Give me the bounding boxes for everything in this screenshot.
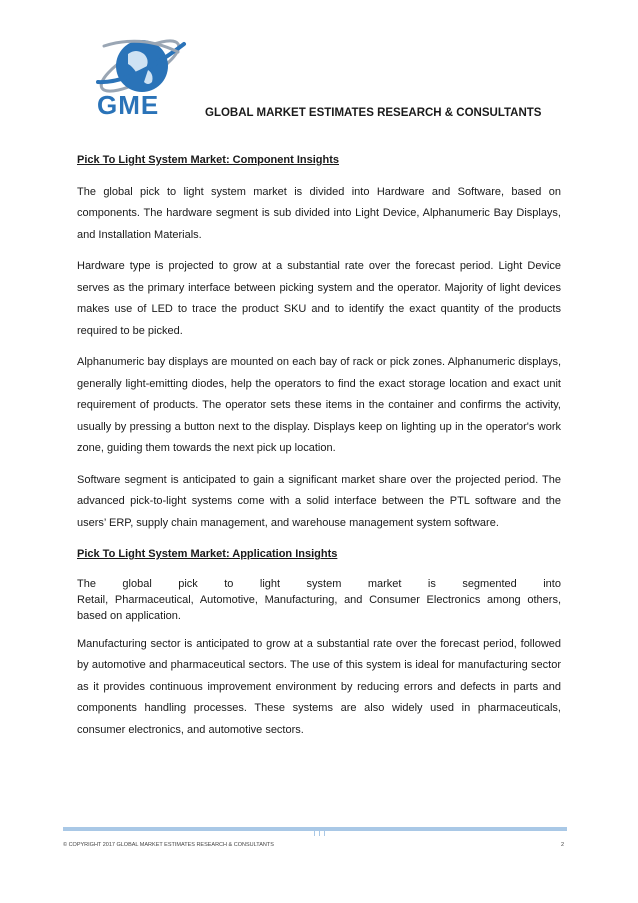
word: to [224, 577, 234, 590]
word: is [427, 577, 436, 590]
divider-tick [314, 831, 315, 836]
word: into [543, 577, 561, 590]
paragraph-first-line [77, 576, 561, 592]
footer-copyright: © COPYRIGHT 2017 GLOBAL MARKET ESTIMATES RESEARCH & CONSULTANTS [63, 842, 274, 848]
word: market [367, 577, 402, 590]
word: The [77, 577, 96, 590]
logo-text: GME [97, 90, 160, 120]
word: segmented [462, 577, 517, 590]
section-heading-component: Pick To Light System Market: Component Insights [77, 154, 339, 166]
paragraph: Software segment is anticipated to gain a significant market share over the projected period. The advanced pick-to-light systems come with a solid interface between the PTL software and the users’ ERP, supply chain management, and warehouse management system software. [77, 473, 561, 529]
paragraph [77, 576, 561, 624]
divider-tick [324, 831, 325, 836]
paragraph: Hardware type is projected to grow at a substantial rate over the forecast period. Light Device serves as the primary interface between picking system and the operator. Majority of light devices makes use of LED to trace the product SKU and to identify the exact quantity of the products required to be picked. [77, 260, 561, 337]
paragraph: Alphanumeric bay displays are mounted on each bay of rack or pick zones. Alphanumeric displays, generally light-emitting diodes, help the operators to find the exact storage location and exact unit requirement of products. The operator sets these items in the container and confirms the activity, usually by pressing a button next to the display. Displays keep on lighting up in the operator's work zone, guiding them towards the next pick up location. [77, 356, 561, 454]
word: system [306, 577, 342, 590]
footer-divider [63, 827, 567, 831]
document-body [77, 150, 561, 751]
page-number: 2 [561, 842, 565, 848]
page-header-title: GLOBAL MARKET ESTIMATES RESEARCH & CONSULTANTS [205, 107, 542, 119]
section-heading-application: Pick To Light System Market: Application Insights [77, 548, 338, 560]
divider-tick [319, 831, 320, 836]
paragraph: Manufacturing sector is anticipated to grow at a substantial rate over the forecast period, followed by automotive and pharmaceutical sectors. The use of this system is ideal for manufacturing sector as it provides continuous improvement environment by reducing errors and defects in parts and components handling processes. These systems are also widely used in pharmaceuticals, consumer electronics, and automotive sectors. [77, 637, 561, 736]
paragraph: The global pick to light system market is divided into Hardware and Software, based on components. The hardware segment is sub divided into Light Device, Alphanumeric Bay Displays, and Installation Materials. [77, 185, 561, 241]
word: light [259, 577, 281, 590]
word: global [122, 577, 152, 590]
paragraph-rest: Retail, Pharmaceutical, Automotive, Manufacturing, and Consumer Electronics among others, based on application. [77, 593, 561, 622]
word: pick [178, 577, 198, 590]
